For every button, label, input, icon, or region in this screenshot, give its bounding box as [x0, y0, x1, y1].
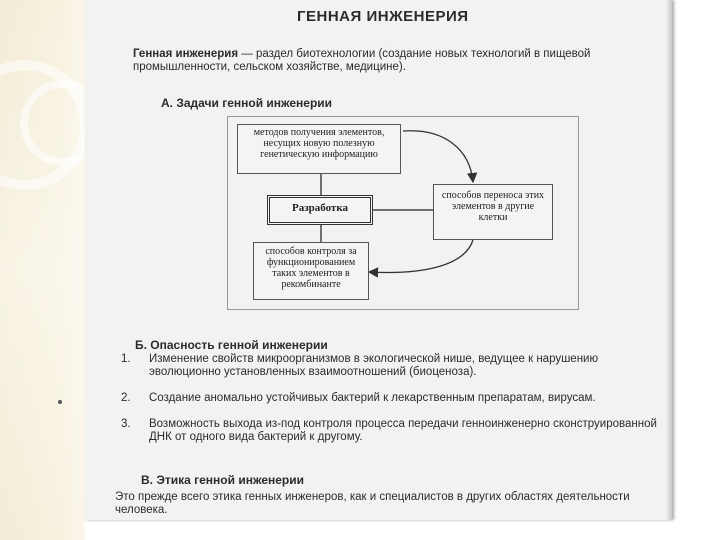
- section-a-heading: А. Задачи генной инженерии: [161, 96, 333, 110]
- box-control-methods: способов контроля за функционированием таких элементов в рекомбинанте: [253, 242, 369, 300]
- list-item: [121, 418, 661, 458]
- box-development: Разработка: [267, 195, 373, 225]
- list-item-text: Изменение свойств микроорганизмов в экологической нише, ведущее к нарушению эволюционно установленных взаимоотношений (биоценоза).: [149, 353, 599, 378]
- section-c-heading: В. Этика генной инженерии: [141, 473, 305, 487]
- list-item-text: Создание аномально устойчивых бактерий к лекарственным препаратам, вирусам.: [149, 392, 596, 404]
- scanned-page: . ГЕННАЯ ИНЖЕНЕРИЯ Генная инженерия — раздел биотехнологии (создание новых технологий в пищевой промышленности, сельском хозяйстве, медицине). А. Задачи генной инженерии методов получения элементов, несущих новую полезную генетическую информацию Разработка способов переноса этих элементов в другие клетки способов контроля за функционированием таких элементов в рекомбинанте Б. Опасность генной инженерии 1. Изменение свойств микроорганизмов в экологической нише, ведущее к нарушению эволюционно установленных взаимоотношений (биоценоза). 2. Создание аномально устойчивых бактерий к лекарственным препаратам, вирусам. 3. Возможность выхода из-под контроля процесса передачи генноинженерно сконструированной ДНК от одного вида бактерий к другому. В. Этика генной инженерии Это прежде всего этика генных инженеров, как и специалистов в других областях деятельности человека.: [85, 0, 672, 520]
- list-item-text: Возможность выхода из-под контроля процесса передачи генноинженерно сконструированной ДНК от одного вида бактерий к другому.: [149, 418, 657, 443]
- intro-term: Генная инженерия: [133, 48, 239, 60]
- intro-definition: — раздел биотехнологии (создание новых технологий в пищевой промышленности, сельском хозяйстве, медицине).: [133, 48, 591, 73]
- arrow-to-control: [369, 240, 473, 273]
- box-obtaining-methods: методов получения элементов, несущих новую полезную генетическую информацию: [237, 124, 401, 174]
- ethics-paragraph: Это прежде всего этика генных инженеров, как и специалистов в других областях деятельности человека.: [115, 491, 630, 516]
- list-item-number: 1.: [121, 353, 131, 365]
- slide-decoration: [0, 0, 85, 540]
- section-b-heading: Б. Опасность генной инженерии: [135, 338, 328, 352]
- list-item: [121, 392, 661, 420]
- page-title: ГЕННАЯ ИНЖЕНЕРИЯ: [297, 8, 469, 25]
- box-transfer-methods: способов переноса этих элементов в другие клетки: [433, 184, 553, 240]
- arrow-to-transfer: [403, 131, 473, 182]
- list-item-number: 3.: [121, 418, 131, 430]
- list-item-number: 2.: [121, 392, 131, 404]
- bullet-dot: [58, 400, 62, 404]
- list-item: [121, 353, 661, 393]
